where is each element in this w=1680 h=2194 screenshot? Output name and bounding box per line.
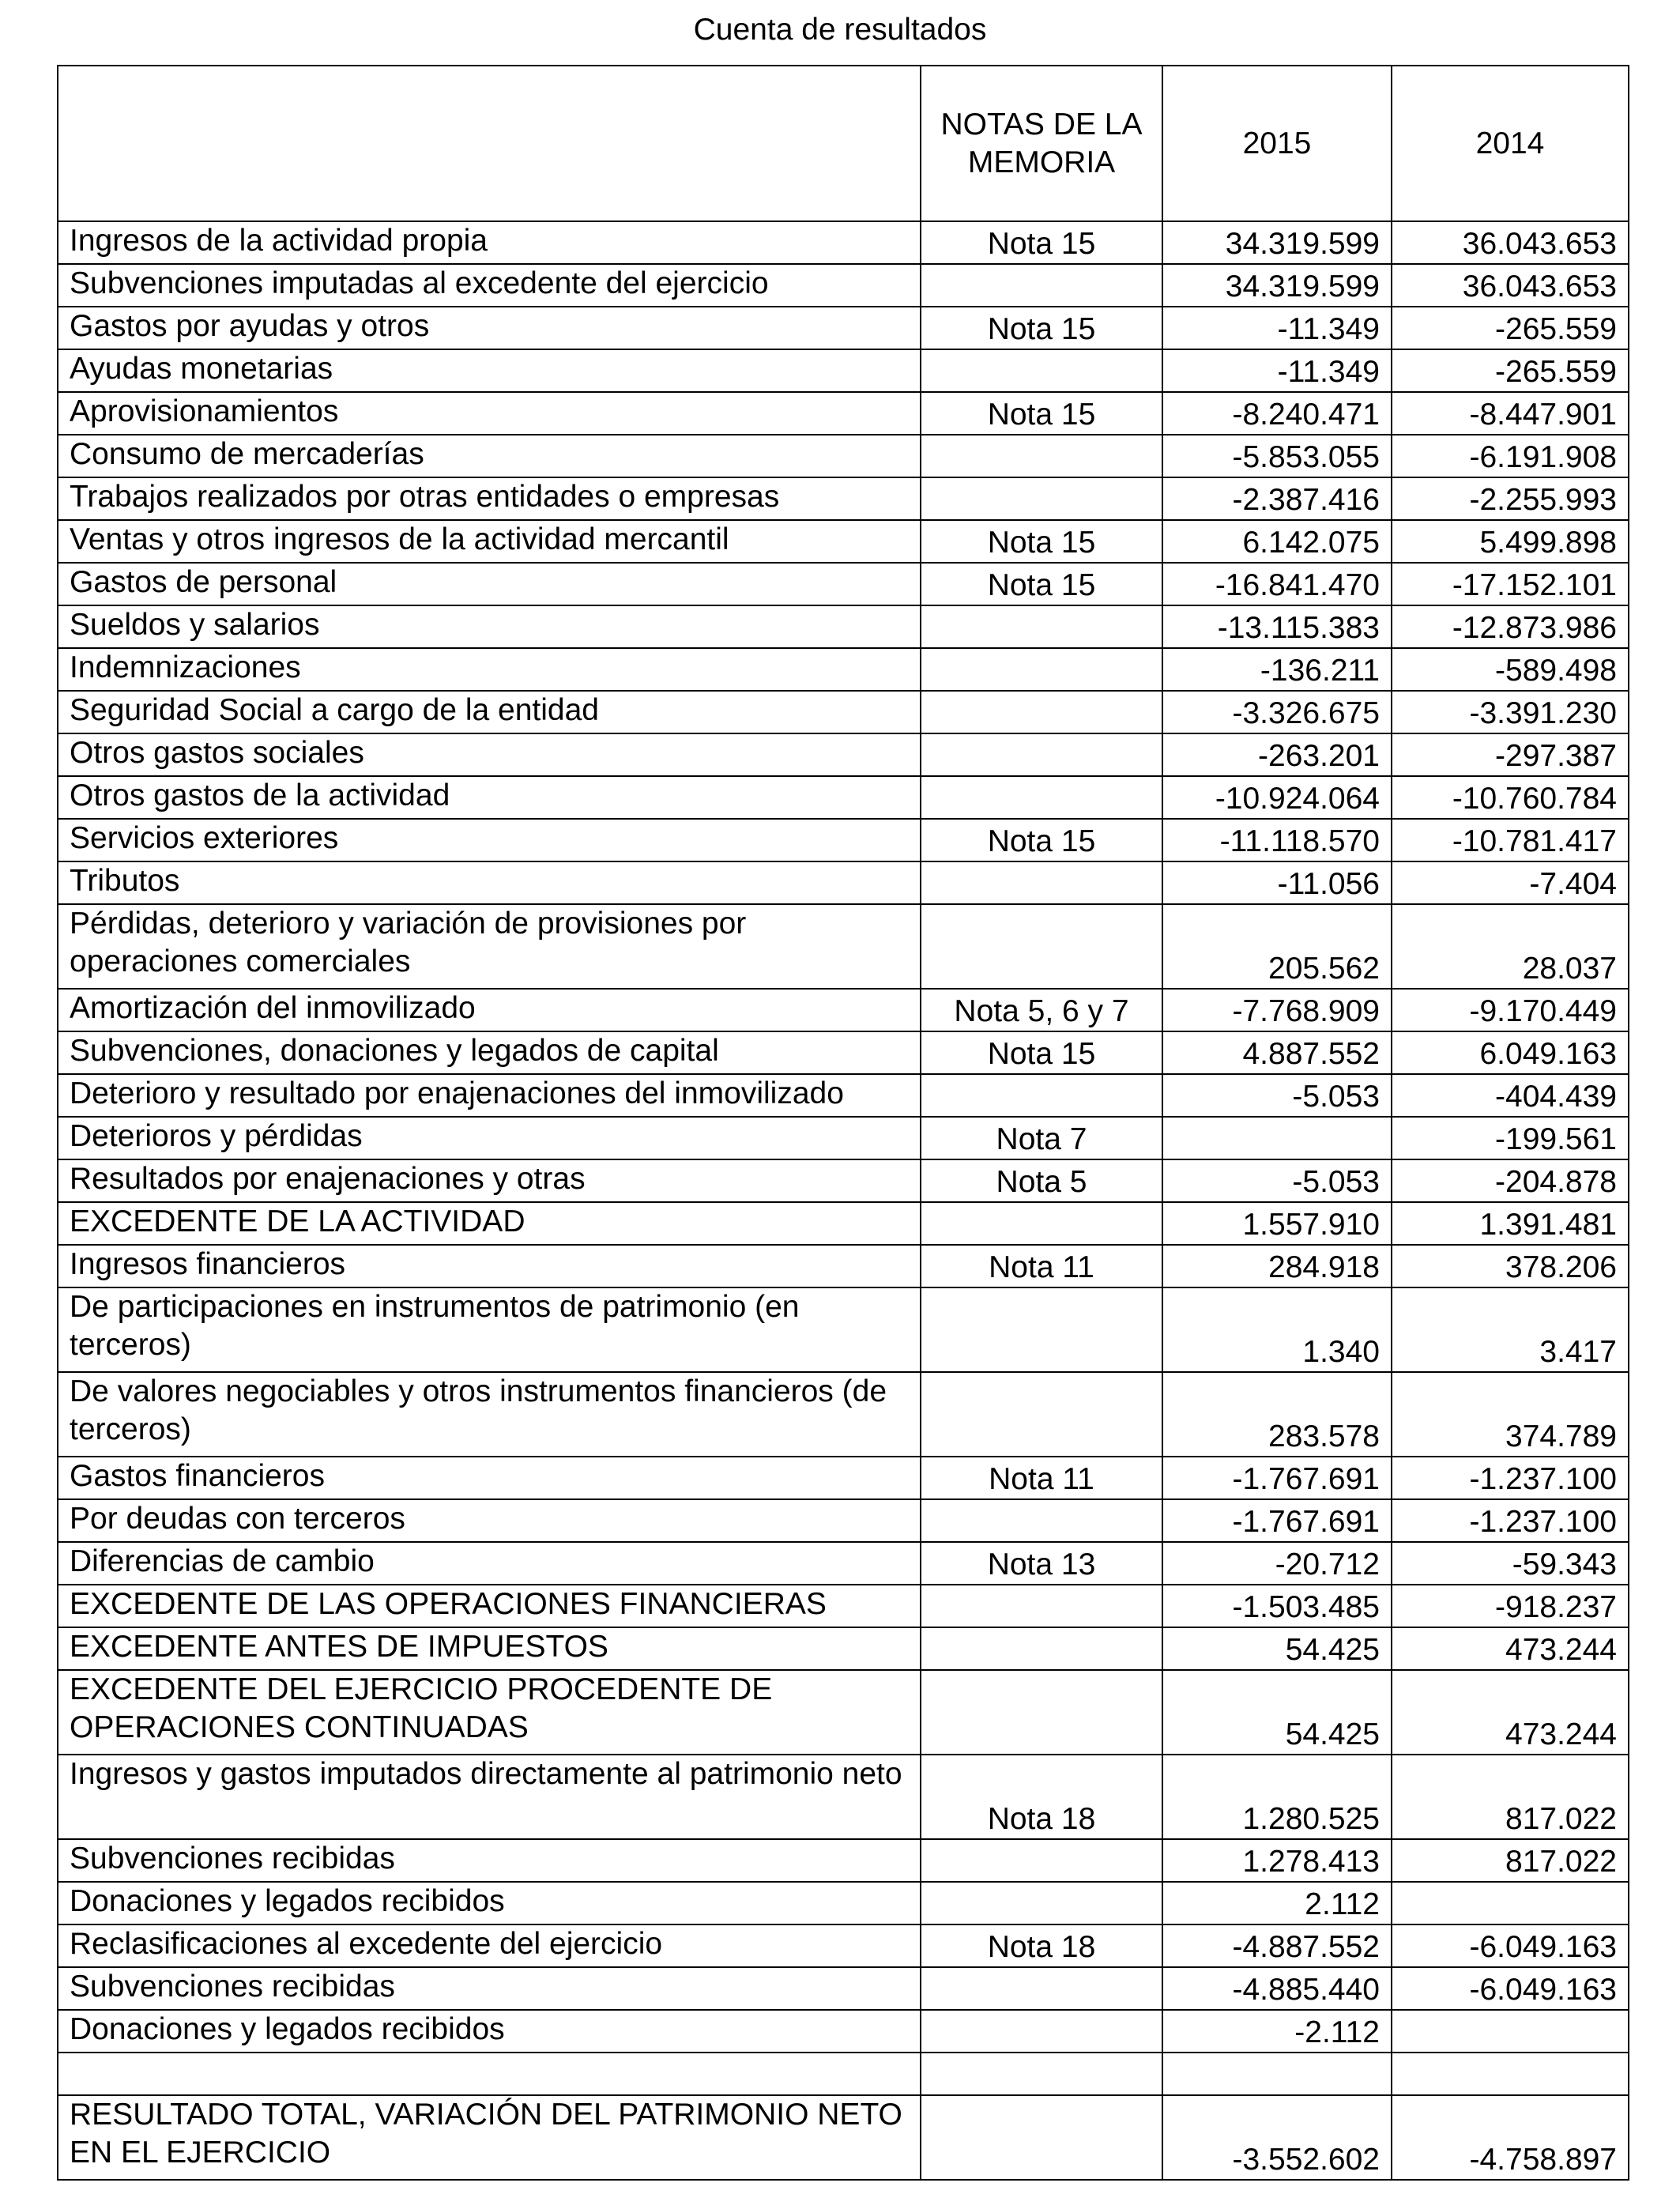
row-concept: EXCEDENTE DEL EJERCICIO PROCEDENTE DE OPERACIONES CONTINUADAS <box>58 1670 921 1755</box>
header-year-2014: 2014 <box>1392 66 1629 221</box>
row-nota <box>921 691 1162 733</box>
row-value-2015: -5.053 <box>1162 1074 1392 1117</box>
row-concept: Diferencias de cambio <box>58 1542 921 1585</box>
row-nota <box>921 1585 1162 1627</box>
row-concept: Otros gastos sociales <box>58 733 921 776</box>
row-concept: Subvenciones recibidas <box>58 1967 921 2010</box>
table-row <box>58 1372 1629 1457</box>
row-value-2015: 34.319.599 <box>1162 264 1392 307</box>
row-nota <box>921 776 1162 819</box>
row-value-2015: -2.387.416 <box>1162 477 1392 520</box>
row-value-2014: 36.043.653 <box>1392 221 1629 264</box>
header-notes: NOTAS DE LA MEMORIA <box>921 66 1162 221</box>
row-value-2014 <box>1392 2010 1629 2053</box>
table-row <box>58 1031 1629 1074</box>
row-concept: Seguridad Social a cargo de la entidad <box>58 691 921 733</box>
row-value-2015 <box>1162 2053 1392 2095</box>
table-row <box>58 2053 1629 2095</box>
row-nota: Nota 7 <box>921 1117 1162 1159</box>
row-concept: Aprovisionamientos <box>58 392 921 435</box>
row-value-2014: -6.049.163 <box>1392 1924 1629 1967</box>
table-row <box>58 1585 1629 1627</box>
table-row <box>58 392 1629 435</box>
table-row <box>58 221 1629 264</box>
table-row <box>58 605 1629 648</box>
row-nota: Nota 15 <box>921 819 1162 861</box>
row-nota <box>921 648 1162 691</box>
row-value-2015: -20.712 <box>1162 1542 1392 1585</box>
table-row <box>58 477 1629 520</box>
row-value-2015: -8.240.471 <box>1162 392 1392 435</box>
table-row <box>58 1202 1629 1245</box>
row-value-2014: 473.244 <box>1392 1627 1629 1670</box>
row-nota <box>921 349 1162 392</box>
row-nota <box>921 477 1162 520</box>
row-concept: Deterioros y pérdidas <box>58 1117 921 1159</box>
row-value-2015: -3.552.602 <box>1162 2095 1392 2180</box>
table-row <box>58 2010 1629 2053</box>
row-concept: Reclasificaciones al excedente del ejercicio <box>58 1924 921 1967</box>
row-value-2015: 1.278.413 <box>1162 1839 1392 1882</box>
row-value-2015 <box>1162 1117 1392 1159</box>
row-value-2015: -263.201 <box>1162 733 1392 776</box>
row-value-2015: 205.562 <box>1162 904 1392 989</box>
row-nota <box>921 1287 1162 1372</box>
row-value-2015: -136.211 <box>1162 648 1392 691</box>
table-row <box>58 349 1629 392</box>
row-value-2015: -1.767.691 <box>1162 1457 1392 1499</box>
row-value-2014: -59.343 <box>1392 1542 1629 1585</box>
row-nota: Nota 11 <box>921 1245 1162 1287</box>
row-value-2015: 284.918 <box>1162 1245 1392 1287</box>
row-nota <box>921 1499 1162 1542</box>
table-row <box>58 520 1629 563</box>
row-value-2015: 2.112 <box>1162 1882 1392 1924</box>
row-nota <box>921 264 1162 307</box>
row-nota <box>921 2053 1162 2095</box>
row-value-2015: -10.924.064 <box>1162 776 1392 819</box>
row-value-2015: -1.767.691 <box>1162 1499 1392 1542</box>
row-nota <box>921 861 1162 904</box>
row-concept: De participaciones en instrumentos de patrimonio (en terceros) <box>58 1287 921 1372</box>
row-concept: Amortización del inmovilizado <box>58 989 921 1031</box>
table-row <box>58 1074 1629 1117</box>
row-value-2014: -7.404 <box>1392 861 1629 904</box>
income-statement-table <box>57 65 1629 2181</box>
table-row <box>58 733 1629 776</box>
row-nota: Nota 18 <box>921 1924 1162 1967</box>
row-value-2014: -265.559 <box>1392 307 1629 349</box>
row-concept: RESULTADO TOTAL, VARIACIÓN DEL PATRIMONIO NETO EN EL EJERCICIO <box>58 2095 921 2180</box>
row-nota <box>921 1202 1162 1245</box>
row-value-2015: -11.349 <box>1162 307 1392 349</box>
row-value-2014: -10.760.784 <box>1392 776 1629 819</box>
row-value-2014: 6.049.163 <box>1392 1031 1629 1074</box>
row-value-2014: 5.499.898 <box>1392 520 1629 563</box>
row-concept: Subvenciones recibidas <box>58 1839 921 1882</box>
row-concept: Tributos <box>58 861 921 904</box>
row-nota: Nota 15 <box>921 221 1162 264</box>
row-value-2015: -4.885.440 <box>1162 1967 1392 2010</box>
row-nota: Nota 15 <box>921 520 1162 563</box>
row-value-2014: 3.417 <box>1392 1287 1629 1372</box>
table-row <box>58 563 1629 605</box>
row-value-2014: 374.789 <box>1392 1372 1629 1457</box>
table-row <box>58 1542 1629 1585</box>
row-value-2014: 28.037 <box>1392 904 1629 989</box>
header-year-2015: 2015 <box>1162 66 1392 221</box>
row-value-2014: -10.781.417 <box>1392 819 1629 861</box>
row-value-2014: 378.206 <box>1392 1245 1629 1287</box>
row-concept: EXCEDENTE ANTES DE IMPUESTOS <box>58 1627 921 1670</box>
row-value-2014: -17.152.101 <box>1392 563 1629 605</box>
row-concept: Ayudas monetarias <box>58 349 921 392</box>
row-concept: Gastos financieros <box>58 1457 921 1499</box>
row-value-2015: 34.319.599 <box>1162 221 1392 264</box>
row-value-2014: -12.873.986 <box>1392 605 1629 648</box>
row-nota <box>921 1372 1162 1457</box>
row-nota: Nota 15 <box>921 563 1162 605</box>
row-value-2014: -297.387 <box>1392 733 1629 776</box>
row-value-2014: -3.391.230 <box>1392 691 1629 733</box>
row-nota <box>921 1839 1162 1882</box>
table-row <box>58 1627 1629 1670</box>
row-value-2014: 817.022 <box>1392 1839 1629 1882</box>
table-row <box>58 1839 1629 1882</box>
row-value-2014: -1.237.100 <box>1392 1499 1629 1542</box>
row-value-2014: 473.244 <box>1392 1670 1629 1755</box>
row-nota <box>921 1967 1162 2010</box>
row-value-2015: -7.768.909 <box>1162 989 1392 1031</box>
row-concept: Ingresos y gastos imputados directamente al patrimonio neto <box>58 1755 921 1839</box>
row-value-2014: -199.561 <box>1392 1117 1629 1159</box>
table-row <box>58 1967 1629 2010</box>
row-nota <box>921 605 1162 648</box>
row-value-2015: 1.280.525 <box>1162 1755 1392 1839</box>
table-row <box>58 648 1629 691</box>
row-nota: Nota 13 <box>921 1542 1162 1585</box>
row-nota: Nota 5, 6 y 7 <box>921 989 1162 1031</box>
row-nota <box>921 1627 1162 1670</box>
page-title: Cuenta de resultados <box>693 13 987 47</box>
row-value-2015: -16.841.470 <box>1162 563 1392 605</box>
table-row <box>58 861 1629 904</box>
row-concept: Trabajos realizados por otras entidades o empresas <box>58 477 921 520</box>
table-row <box>58 264 1629 307</box>
table-row <box>58 435 1629 477</box>
row-concept: De valores negociables y otros instrumentos financieros (de terceros) <box>58 1372 921 1457</box>
row-value-2015: 54.425 <box>1162 1627 1392 1670</box>
row-value-2015: -4.887.552 <box>1162 1924 1392 1967</box>
row-value-2014: 1.391.481 <box>1392 1202 1629 1245</box>
row-value-2014: 36.043.653 <box>1392 264 1629 307</box>
row-nota <box>921 435 1162 477</box>
row-nota <box>921 733 1162 776</box>
row-value-2014: -589.498 <box>1392 648 1629 691</box>
row-concept: Gastos de personal <box>58 563 921 605</box>
table-row <box>58 1457 1629 1499</box>
table-row <box>58 2095 1629 2180</box>
table-row <box>58 989 1629 1031</box>
row-value-2015: -1.503.485 <box>1162 1585 1392 1627</box>
row-value-2015: 6.142.075 <box>1162 520 1392 563</box>
row-nota <box>921 1882 1162 1924</box>
row-nota <box>921 1670 1162 1755</box>
row-nota: Nota 11 <box>921 1457 1162 1499</box>
row-nota: Nota 15 <box>921 392 1162 435</box>
table-row <box>58 1924 1629 1967</box>
row-concept: Indemnizaciones <box>58 648 921 691</box>
row-value-2014: -1.237.100 <box>1392 1457 1629 1499</box>
table-row <box>58 1245 1629 1287</box>
row-concept: Ingresos de la actividad propia <box>58 221 921 264</box>
row-value-2015: -5.853.055 <box>1162 435 1392 477</box>
row-concept: Subvenciones, donaciones y legados de capital <box>58 1031 921 1074</box>
row-nota: Nota 5 <box>921 1159 1162 1202</box>
row-concept <box>58 2053 921 2095</box>
row-concept: Ingresos financieros <box>58 1245 921 1287</box>
row-value-2014: -265.559 <box>1392 349 1629 392</box>
row-concept: Consumo de mercaderías <box>58 435 921 477</box>
row-value-2014: -404.439 <box>1392 1074 1629 1117</box>
row-nota <box>921 2095 1162 2180</box>
row-nota <box>921 2010 1162 2053</box>
row-value-2014 <box>1392 1882 1629 1924</box>
row-value-2014: -8.447.901 <box>1392 392 1629 435</box>
row-concept: Servicios exteriores <box>58 819 921 861</box>
row-value-2015: 1.340 <box>1162 1287 1392 1372</box>
table-row <box>58 1882 1629 1924</box>
income-statement-body <box>58 66 1629 2180</box>
table-row <box>58 1287 1629 1372</box>
row-value-2015: -2.112 <box>1162 2010 1392 2053</box>
row-value-2014: -6.191.908 <box>1392 435 1629 477</box>
row-concept: Donaciones y legados recibidos <box>58 2010 921 2053</box>
header-concept <box>58 66 921 221</box>
table-row <box>58 307 1629 349</box>
row-nota <box>921 1074 1162 1117</box>
row-value-2015: 54.425 <box>1162 1670 1392 1755</box>
row-concept: Pérdidas, deterioro y variación de provisiones por operaciones comerciales <box>58 904 921 989</box>
row-concept: Resultados por enajenaciones y otras <box>58 1159 921 1202</box>
row-nota: Nota 18 <box>921 1755 1162 1839</box>
table-row <box>58 1755 1629 1839</box>
row-concept: Sueldos y salarios <box>58 605 921 648</box>
row-value-2014: -2.255.993 <box>1392 477 1629 520</box>
table-row <box>58 1670 1629 1755</box>
row-value-2014: -9.170.449 <box>1392 989 1629 1031</box>
table-header-row <box>58 66 1629 221</box>
row-concept: Por deudas con terceros <box>58 1499 921 1542</box>
row-concept: EXCEDENTE DE LAS OPERACIONES FINANCIERAS <box>58 1585 921 1627</box>
table-row <box>58 819 1629 861</box>
row-value-2014: -4.758.897 <box>1392 2095 1629 2180</box>
row-value-2015: -11.056 <box>1162 861 1392 904</box>
row-value-2015: 1.557.910 <box>1162 1202 1392 1245</box>
row-concept: Gastos por ayudas y otros <box>58 307 921 349</box>
row-value-2014 <box>1392 2053 1629 2095</box>
row-nota <box>921 904 1162 989</box>
row-value-2014: -204.878 <box>1392 1159 1629 1202</box>
table-row <box>58 776 1629 819</box>
row-value-2014: 817.022 <box>1392 1755 1629 1839</box>
row-value-2015: 4.887.552 <box>1162 1031 1392 1074</box>
row-value-2015: -5.053 <box>1162 1159 1392 1202</box>
row-concept: Deterioro y resultado por enajenaciones del inmovilizado <box>58 1074 921 1117</box>
row-concept: Otros gastos de la actividad <box>58 776 921 819</box>
row-value-2015: -13.115.383 <box>1162 605 1392 648</box>
row-value-2015: -11.118.570 <box>1162 819 1392 861</box>
row-value-2015: 283.578 <box>1162 1372 1392 1457</box>
row-concept: Donaciones y legados recibidos <box>58 1882 921 1924</box>
row-value-2014: -918.237 <box>1392 1585 1629 1627</box>
row-nota: Nota 15 <box>921 1031 1162 1074</box>
row-concept: Subvenciones imputadas al excedente del ejercicio <box>58 264 921 307</box>
row-value-2014: -6.049.163 <box>1392 1967 1629 2010</box>
row-concept: Ventas y otros ingresos de la actividad mercantil <box>58 520 921 563</box>
row-concept: EXCEDENTE DE LA ACTIVIDAD <box>58 1202 921 1245</box>
table-row <box>58 1159 1629 1202</box>
row-nota: Nota 15 <box>921 307 1162 349</box>
table-row <box>58 1117 1629 1159</box>
table-row <box>58 904 1629 989</box>
table-row <box>58 691 1629 733</box>
table-row <box>58 1499 1629 1542</box>
row-value-2015: -3.326.675 <box>1162 691 1392 733</box>
row-value-2015: -11.349 <box>1162 349 1392 392</box>
